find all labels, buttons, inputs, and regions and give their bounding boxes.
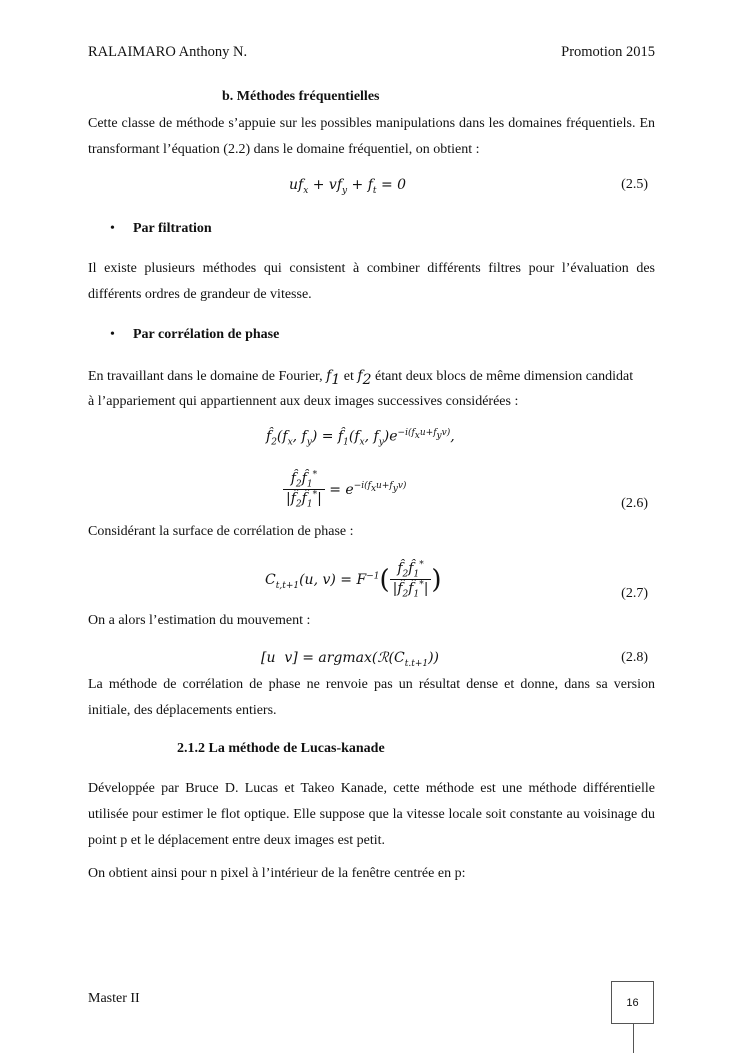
bullet-filtration-text: Il existe plusieurs méthodes qui consistent à combiner différents filtres pour l’évaluation des différents ordres de grandeur de vitesse.	[88, 261, 655, 302]
equation-2-6-number: (2.6)	[621, 496, 648, 511]
bullet-correlation-label: Par corrélation de phase	[133, 327, 280, 342]
footer-label: Master II	[88, 991, 140, 1006]
page-number: 16	[611, 981, 654, 1024]
surface-text: Considérant la surface de corrélation de phase :	[88, 524, 354, 539]
equation-2-5: $uf_x + vf_y + f_t = 0$	[289, 177, 407, 196]
page-number-line	[633, 1024, 634, 1053]
equation-2-7-number: (2.7)	[621, 586, 648, 601]
bullet-dot: •	[110, 327, 115, 342]
section-212-para1: Développée par Bruce D. Lucas et Takeo Kanade, cette méthode est une méthode différentielle utilisée pour estimer le flot optique. Elle suppose que la vitesse locale soit constante au voisinage du point p et le déplacement entre deux images est petit.	[88, 781, 655, 848]
correlation-text-line1: En travaillant dans le domaine de Fourier, $f_1$ et $f_2$ étant deux blocs de même dimension candidat	[88, 368, 634, 388]
equation-2-5-number: (2.5)	[621, 177, 648, 192]
equation-2-6-line1: $f̂_2(f_x$, $f_y$) = $f̂_1(f_x$, $f_y)e^{-i(f_xu+f_yv)}$,	[266, 428, 455, 448]
equation-2-8-number: (2.8)	[621, 650, 648, 665]
bullet-dot: •	[110, 221, 115, 236]
equation-2-8: [u $v] = argmax(ℛ(C_{t.t+1}))$	[261, 650, 440, 669]
header-promotion: Promotion 2015	[561, 44, 655, 60]
bullet-filtration-label: Par filtration	[133, 221, 212, 236]
header-author: RALAIMARO Anthony N.	[88, 44, 248, 60]
correlation-conclusion: La méthode de corrélation de phase ne renvoie pas un résultat dense et donne, dans sa version initiale, des déplacements entiers.	[88, 677, 655, 718]
estimation-text: On a alors l’estimation du mouvement :	[88, 613, 311, 628]
equation-2-7: $C_{t,t+1}(u$, $v) = F^{-1}$( $\frac{f̂_2f̂_1^*}{|f̂_2f̂_1^*|}$ )	[265, 560, 442, 600]
section-212-para2: On obtient ainsi pour n pixel à l’intérieur de la fenêtre centrée en p:	[88, 866, 466, 881]
equation-2-6-line2: $\frac{f̂_2f̂_1^*}{|f̂_2f̂_1^*|}$ = $e^{-i(f_xu+f_yv)}$	[283, 470, 406, 510]
section-b-intro: Cette classe de méthode s’appuie sur les possibles manipulations dans les domaines fréquentiels. En transformant l’équation (2.2) dans le domaine fréquentiel, on obtient :	[88, 116, 655, 157]
correlation-text-line2: à l’appariement qui appartiennent aux deux images successives considérées :	[88, 394, 519, 409]
section-212-title: 2.1.2 La méthode de Lucas-kanade	[177, 741, 385, 756]
section-b-title: b. Méthodes fréquentielles	[222, 89, 380, 104]
